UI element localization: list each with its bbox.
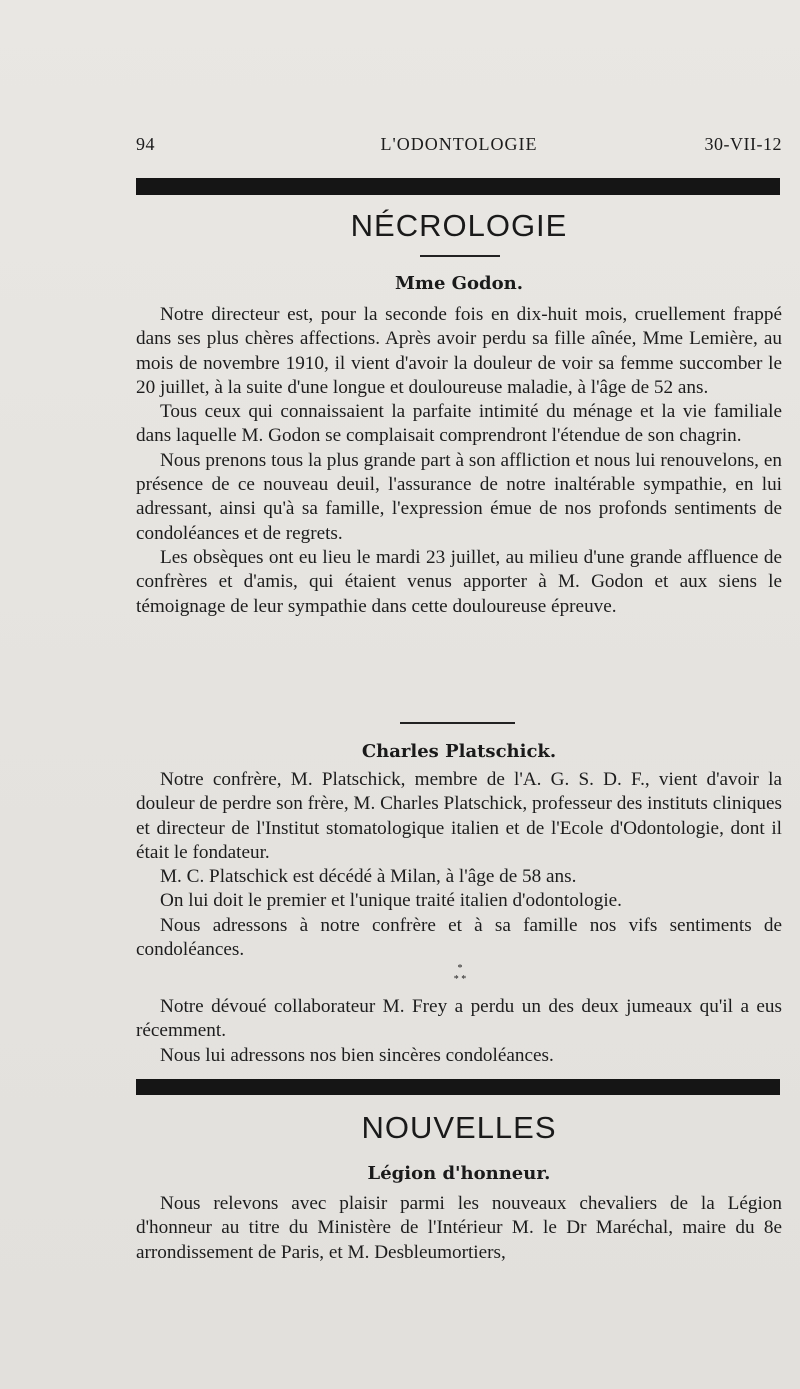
page-number: 94 [136, 134, 155, 154]
heading-godon: Mme Godon. [394, 273, 523, 294]
paragraph: M. C. Platschick est décédé à Milan, à l'âge de 58 ans. [160, 866, 577, 888]
divider-rule [400, 722, 515, 724]
running-header [136, 134, 782, 162]
paragraph: Notre directeur est, pour la seconde fois en dix-huit mois, cruellement frappé dans ses plus chères affections. Après avoir perdu sa fille aînée, Mme Lemière, au mois de novembre 1910, il vient d'avoir la douleur de voir sa femme succomber le 20 juillet, à la suite d'une longue et douloureuse maladie, à l'âge de 52 ans. [136, 304, 782, 398]
nouvelles-text [136, 1192, 782, 1265]
platschick-text [136, 768, 782, 962]
heading-legion-honneur: Légion d'honneur. [367, 1163, 551, 1184]
section-title-nouvelles: NOUVELLES [361, 1110, 557, 1145]
issue-date: 30-VII-12 [704, 134, 782, 154]
section-rule-top [136, 178, 780, 195]
asterism-separator: * * * [453, 963, 467, 985]
section-rule-nouvelles [136, 1079, 780, 1095]
frey-text [136, 995, 782, 1068]
paragraph: Les obsèques ont eu lieu le mardi 23 juillet, au milieu d'une grande affluence de confrères et d'amis, qui étaient venus apporter à M. Godon et aux siens le témoignage de leur sympathie dans cette douloureuse épreuve. [136, 546, 782, 617]
section-title-necrologie: NÉCROLOGIE [350, 208, 568, 243]
title-underline [420, 255, 500, 257]
paragraph: Tous ceux qui connaissaient la parfaite intimité du ménage et la vie familiale dans laquelle M. Godon se complaisait comprendront l'étendue de son chagrin. [136, 401, 782, 447]
heading-platschick: Charles Platschick. [361, 741, 557, 762]
journal-title: L'ODONTOLOGIE [380, 134, 538, 154]
paragraph: Nous lui adressons nos bien sincères condoléances. [160, 1044, 554, 1066]
paragraph: Nous relevons avec plaisir parmi les nouveaux chevaliers de la Légion d'honneur au titre du Ministère de l'Intérieur M. le Dr Maréchal, maire du 8e arrondissement de Paris, et M. Desbleumortiers, [136, 1193, 782, 1263]
paragraph: Notre dévoué collaborateur M. Frey a perdu un des deux jumeaux qu'il a eus récemment. [136, 996, 782, 1042]
paragraph: On lui doit le premier et l'unique traité italien d'odontologie. [160, 890, 622, 912]
paragraph: Nous prenons tous la plus grande part à son affliction et nous lui renouvelons, en présence de ce nouveau deuil, l'assurance de notre inaltérable sympathie, en lui adressant, ainsi qu'à sa famille, l'expression émue de nos profonds sentiments de condoléances et de regrets. [136, 449, 782, 544]
paragraph: Notre confrère, M. Platschick, membre de l'A. G. S. D. F., vient d'avoir la douleur de perdre son frère, M. Charles Platschick, professeur des instituts cliniques et directeur de l'Institut stomatologique italien et de l'Ecole d'Odontologie, dont il était le fondateur. [136, 769, 782, 863]
godon-text [136, 303, 782, 619]
paragraph: Nous adressons à notre confrère et à sa famille nos vifs sentiments de condoléances. [136, 914, 782, 961]
